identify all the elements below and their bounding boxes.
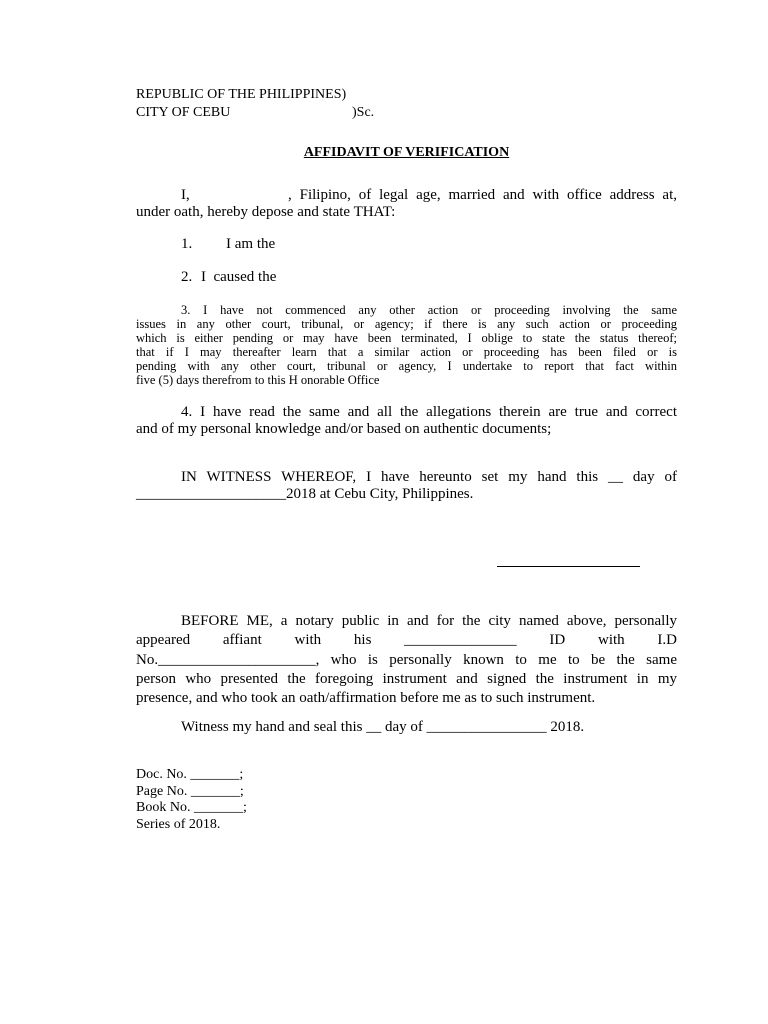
notary-line: person who presented the foregoing instrument and signed the instrument in my	[136, 671, 677, 687]
notary-line: BEFORE ME, a notary public in and for the city named above, personally	[181, 613, 677, 629]
witness-line: ____________________2018 at Cebu City, Philippines.	[136, 486, 474, 502]
paragraph3-line: that if I may thereafter learn that a similar action or proceeding has been filed or is	[136, 345, 677, 359]
doc-no: Doc. No. _______;	[136, 767, 244, 782]
notary-line: No._____________________, who is personally known to me to be the same	[136, 652, 677, 668]
item-text: I am the	[226, 236, 276, 252]
intro-line: under oath, hereby depose and state THAT:	[136, 204, 396, 220]
page-no: Page No. _______;	[136, 784, 244, 799]
witness-seal-line: Witness my hand and seal this __ day of ________________ 2018.	[181, 719, 585, 735]
signature-line	[497, 566, 640, 567]
paragraph3-line: pending with any other court, tribunal or agency, I undertake to report that fact within	[136, 359, 677, 373]
item-number: 2.	[181, 269, 193, 285]
paragraph4-line: and of my personal knowledge and/or based on authentic documents;	[136, 421, 552, 437]
notary-line: appeared affiant with his _______________ ID with I.D	[136, 632, 677, 648]
intro-line: , Filipino, of legal age, married and with office address at,	[288, 187, 677, 203]
item-text: I caused the	[201, 269, 277, 285]
paragraph3-line: issues in any other court, tribunal, or agency; if there is any such action or proceeding	[136, 317, 677, 331]
book-no: Book No. _______;	[136, 800, 247, 815]
document-title: AFFIDAVIT OF VERIFICATION	[303, 145, 510, 160]
paragraph3-line: 3. I have not commenced any other action or proceeding involving the same	[181, 303, 677, 317]
intro-pronoun: I,	[181, 187, 190, 203]
paragraph4-line: 4. I have read the same and all the allegations therein are true and correct	[181, 404, 677, 420]
paragraph3-line: five (5) days therefrom to this H onorable Office	[136, 373, 380, 387]
header-sc: )Sc.	[352, 105, 375, 120]
item-number: 1.	[181, 236, 193, 252]
header-city: CITY OF CEBU	[136, 105, 231, 120]
paragraph3-line: which is either pending or may have been terminated, I oblige to state the status thereof;	[136, 331, 677, 345]
notary-line: presence, and who took an oath/affirmation before me as to such instrument.	[136, 690, 596, 706]
header-republic: REPUBLIC OF THE PHILIPPINES)	[136, 87, 347, 102]
series: Series of 2018.	[136, 817, 221, 832]
witness-line: IN WITNESS WHEREOF, I have hereunto set my hand this __ day of	[181, 469, 677, 485]
